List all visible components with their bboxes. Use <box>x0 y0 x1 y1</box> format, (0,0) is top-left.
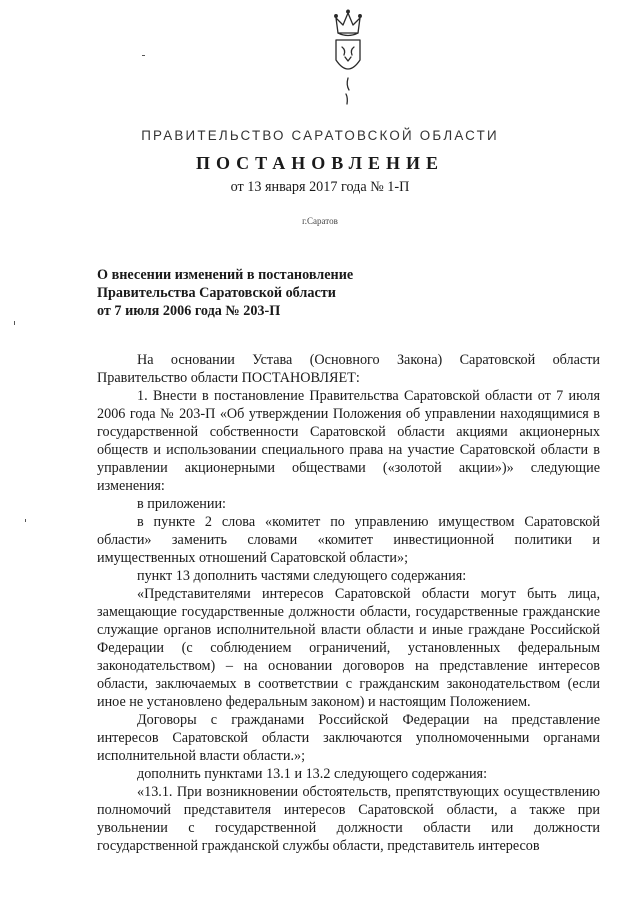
body-paragraph: в пункте 2 слова «комитет по управлению имуществом Саратовской области» заменить словами «комитет инвестиционной политики и имущественных отношений Саратовской области»; <box>97 514 600 566</box>
crown-coat-of-arms-icon <box>318 8 378 108</box>
scan-speck <box>14 321 15 325</box>
scan-speck <box>25 519 26 522</box>
body-paragraph: Договоры с гражданами Российской Федерации на представление интересов Саратовской области заключаются уполномоченными органами исполнительной власти области.»; <box>97 712 600 764</box>
document-body <box>97 351 600 855</box>
title-line: от 7 июля 2006 года № 203-П <box>97 303 281 319</box>
title-line: О внесении изменений в постановление <box>97 267 354 283</box>
document-type: ПОСТАНОВЛЕНИЕ <box>195 153 445 173</box>
body-paragraph: дополнить пунктами 13.1 и 13.2 следующего содержания: <box>137 766 488 782</box>
title-line: Правительства Саратовской области <box>97 285 336 301</box>
body-paragraph: 1. Внести в постановление Правительства Саратовской области от 7 июля 2006 года № 203-П «Об утверждении Положения об управлении находящимися в государственной собственности Саратовской области акциями акционерных обществ и использовании специального права на участие Саратовской области в управлении акционерными обществами («золотой акции»)» следующие изменения: <box>97 388 600 494</box>
body-paragraph: в приложении: <box>137 496 226 512</box>
document-date: от 13 января 2017 года № 1-П <box>230 179 410 195</box>
body-paragraph: На основании Устава (Основного Закона) Саратовской области Правительство области ПОСТАНОВЛЯЕТ: <box>97 352 600 386</box>
body-paragraph: пункт 13 дополнить частями следующего содержания: <box>137 568 467 584</box>
city-name: г.Саратов <box>302 216 338 226</box>
body-paragraph: «13.1. При возникновении обстоятельств, препятствующих осуществлению полномочий представителя интересов Саратовской области, а также при увольнении с государственной должности области или должности государственной гражданской службы области, представитель интересов <box>97 784 600 854</box>
body-paragraph: «Представителями интересов Саратовской области могут быть лица, замещающие государственные должности области, государственные гражданские служащие органов исполнительной власти области и иные граждане Российской Федерации (с соблюдением ограничений, установленных федеральным законодательством) – на основании договоров на представление интересов области, заключаемых в соответствии с гражданским законодательством (если иное не установлено федеральным законом) и настоящим Положением. <box>97 586 600 710</box>
document-title <box>97 266 457 320</box>
government-name: ПРАВИТЕЛЬСТВО САРАТОВСКОЙ ОБЛАСТИ <box>141 128 499 143</box>
scan-speck <box>142 55 145 56</box>
